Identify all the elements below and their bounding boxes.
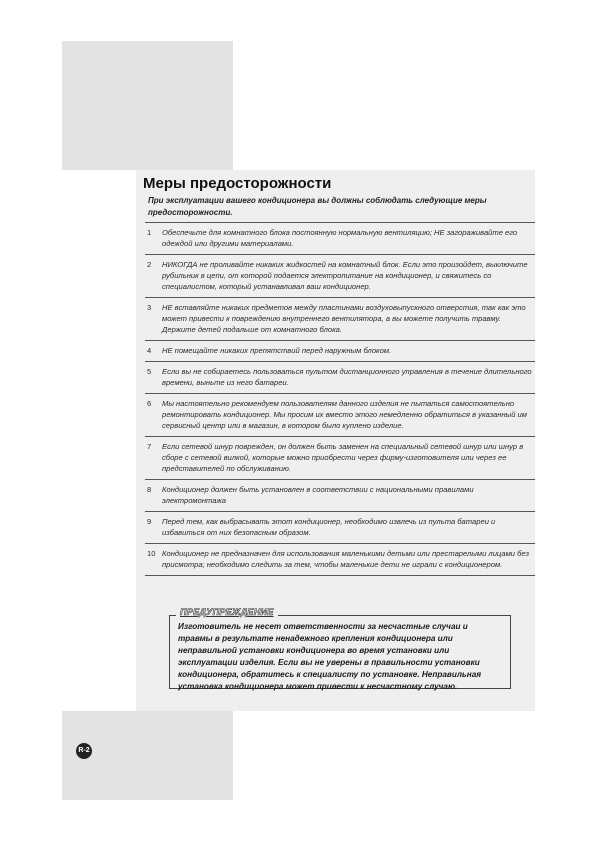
warning-text: Изготовитель не несет ответственности за несчастные случаи и травмы в результате ненадежного крепления кондиционера или неправильной установки кондиционера во время установки или эксплуатации изделия. Если вы не уверены в правильности установки кондиционера, обратитесь к специалисту по установке. Неправильная установка кондиционера может привести к несчастному случаю. bbox=[178, 622, 482, 691]
item-number: 8 bbox=[147, 485, 152, 494]
item-text: Мы настоятельно рекомендуем пользователям данного изделия не пытаться самостоятельно ремонтировать кондиционер. Мы просим их вместо этого немедленно обратиться в указанный им сервисный центр или в магазин, в котором было куплено изделие. bbox=[162, 399, 527, 430]
precautions-list bbox=[145, 223, 535, 576]
item-number: 7 bbox=[147, 442, 152, 451]
item-text: Кондиционер не предназначен для использования маленькими детьми или престарелыми лицами без присмотра; необходимо следить за тем, чтобы маленькие дети не играли с кондиционером. bbox=[162, 549, 530, 569]
list-item bbox=[145, 544, 535, 576]
item-number: 6 bbox=[147, 399, 152, 408]
warning-label: ПРЕДУПРЕЖДЕНИЕ bbox=[176, 607, 278, 617]
item-number: 10 bbox=[147, 549, 156, 558]
item-number: 1 bbox=[147, 228, 152, 237]
item-number: 4 bbox=[147, 346, 152, 355]
list-item bbox=[145, 480, 535, 512]
list-item bbox=[145, 298, 535, 341]
list-item bbox=[145, 223, 535, 255]
item-number: 9 bbox=[147, 517, 152, 526]
item-text: Обеспечьте для комнатного блока постоянную нормальную вентиляцию; НЕ загораживайте его одеждой или другими материалами. bbox=[162, 228, 518, 248]
list-item bbox=[145, 341, 535, 362]
item-number: 3 bbox=[147, 303, 152, 312]
page-number-badge: R-2 bbox=[76, 743, 92, 759]
list-item bbox=[145, 437, 535, 480]
list-item bbox=[145, 394, 535, 437]
item-number: 2 bbox=[147, 260, 152, 269]
item-text: НЕ помещайте никаких препятствий перед наружным блоком. bbox=[162, 346, 392, 355]
decorative-strip-top bbox=[62, 41, 233, 170]
item-number: 5 bbox=[147, 367, 152, 376]
list-item bbox=[145, 512, 535, 544]
item-text: Перед тем, как выбрасывать этот кондиционер, необходимо извлечь из пульта батареи и избавиться от них безопасным образом. bbox=[162, 517, 496, 537]
intro-text: При эксплуатации вашего кондиционера вы должны соблюдать следующие меры предосторожности. bbox=[148, 196, 487, 217]
list-item bbox=[145, 362, 535, 394]
list-item bbox=[145, 255, 535, 298]
item-text: НЕ вставляйте никаких предметов между пластинами воздуховыпускного отверстия, так как это может привести к повреждению внутреннего вентилятора, а вы можете получить травму. Держите детей подальше от комнатного блока. bbox=[162, 303, 526, 334]
item-text: Кондиционер должен быть установлен в соответствии с национальными правилами электромонтажа bbox=[162, 485, 474, 505]
item-text: Если вы не собираетесь пользоваться пультом дистанционного управления в течение длительного времени, выньте из него батареи. bbox=[162, 367, 532, 387]
page-title: Меры предосторожности bbox=[143, 175, 332, 192]
item-text: НИКОГДА не проливайте никаких жидкостей на комнатный блок. Если это произойдет, выключите рубильник в цепи, от которой подается электропитание на кондиционер, и свяжитесь со специалистом, который устанавливал ваш кондиционер. bbox=[162, 260, 528, 291]
item-text: Если сетевой шнур поврежден, он должен быть заменен на специальный сетевой шнур или шнур в сборе с сетевой вилкой, которые можно приобрести через фирму-изготовителя или через ее представителей по обслуживанию. bbox=[162, 442, 524, 473]
